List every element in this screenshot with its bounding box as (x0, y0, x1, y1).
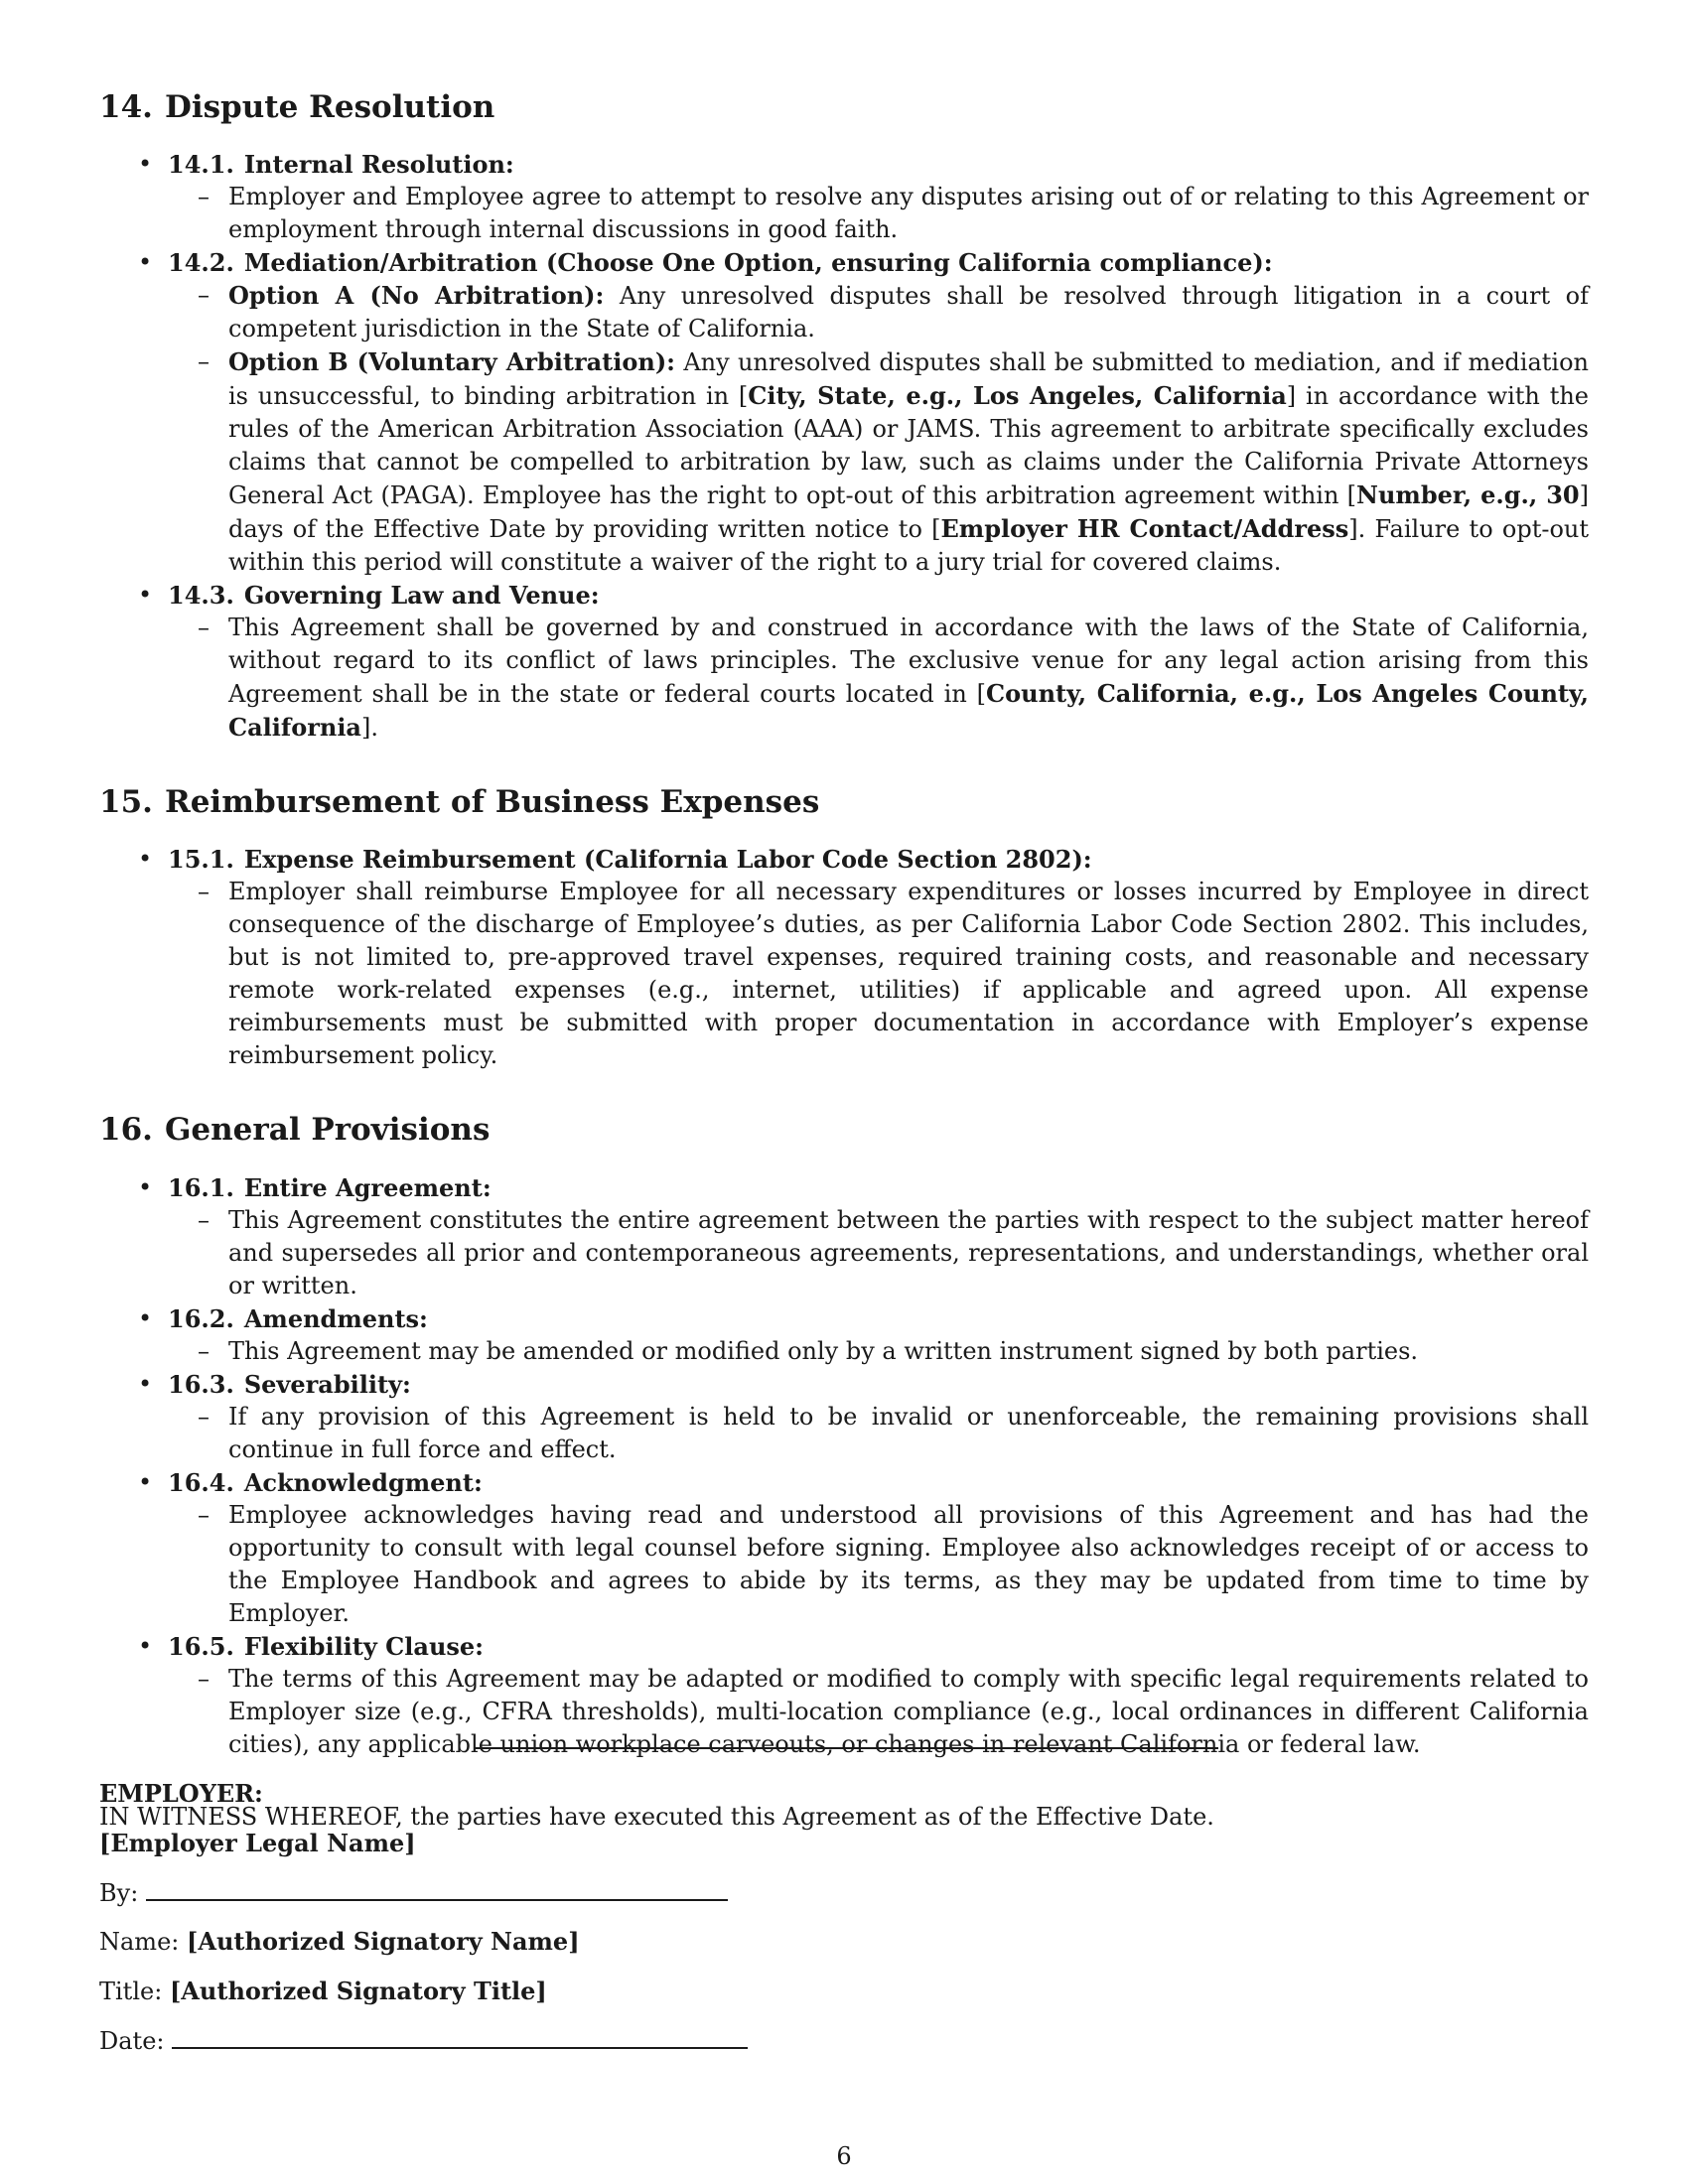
signature-date-row (99, 2023, 748, 2058)
clause-paragraph (168, 612, 1589, 745)
signature-by-row (99, 1875, 728, 1910)
clause-number: 16.4. (168, 1467, 234, 1497)
clause-number: 16.1. (168, 1172, 234, 1202)
employer-legal-name: [Employer Legal Name] (99, 1829, 416, 1857)
date-label: Date: (99, 2027, 165, 2055)
clause-item (99, 1171, 1589, 1302)
text-run: The terms of this Agreement may be adapted or modified to comply with specific legal requirements related to Employer size (e.g., CFRA thresholds), multi-location compliance (e.g., local ordinances in different California cities), any applicable union workplace carveouts, or changes in relevant California or federal law. (228, 1664, 1589, 1758)
clause-paragraph (168, 1335, 1589, 1368)
clause-number: 16.5. (168, 1631, 234, 1661)
clause-title: Internal Resolution: (243, 150, 514, 180)
clause-title: Mediation/Arbitration (Choose One Option, ensuring California compliance): (243, 248, 1273, 278)
clause-text-list (168, 1663, 1589, 1761)
text-run: Any unresolved disputes shall be submitted to mediation, and if mediation is unsuccessful, to binding arbitration in [ (228, 348, 1590, 411)
clause-paragraph (168, 1499, 1589, 1630)
section-heading (99, 784, 1589, 821)
clause-text-list (168, 876, 1589, 1072)
section (99, 89, 1589, 745)
clause-text-list (168, 279, 1589, 579)
text-run: Any unresolved disputes shall be resolved through litigation in a court of competent jurisdiction in the State of California. (228, 282, 1589, 343)
clause-text-list (168, 1204, 1589, 1302)
clause-paragraph (168, 1204, 1589, 1302)
section-title: Dispute Resolution (164, 89, 495, 125)
clause-paragraph (168, 876, 1589, 1072)
clause-heading (168, 1302, 1589, 1335)
clause-number: 14.2. (168, 248, 234, 278)
clause-title: Severability: (243, 1369, 411, 1399)
clause-paragraph (168, 345, 1589, 579)
bold-text: City, State, e.g., Los Angeles, California (748, 381, 1287, 411)
name-value: [Authorized Signatory Name] (187, 1927, 580, 1956)
title-label: Title: (99, 1978, 163, 2005)
text-run: ] in accordance with the rules of the American Arbitration Association (AAA) or JAMS. This agreement to arbitrate specifically excludes claims that cannot be compelled to arbitration by law, such as claims under the California Private Attorneys General Act (PAGA). Employee has the right to opt-out of this arbitration agreement within [ (228, 382, 1589, 510)
section-number: 16. (99, 1112, 153, 1149)
clause-heading (168, 1630, 1589, 1663)
section-heading (99, 1112, 1589, 1149)
clause-paragraph (168, 279, 1589, 345)
text-run: ] days of the Effective Date by providing written notice to [ (228, 481, 1590, 544)
sections-container (99, 89, 1589, 1761)
clause-heading (168, 579, 1589, 612)
by-signature-line (146, 1875, 728, 1901)
clause-heading (168, 1368, 1589, 1401)
text-run: If any provision of this Agreement is held to be invalid or unenforceable, the remaining provisions shall continue in full force and effect. (228, 1402, 1589, 1463)
document-body (99, 89, 1589, 1834)
section-number: 15. (99, 784, 153, 821)
clause-text-list (168, 181, 1589, 246)
clause-number: 15.1. (168, 845, 234, 875)
section (99, 784, 1589, 1072)
text-run: This Agreement shall be governed by and construed in accordance with the laws of the State of California, without regard to its conflict of laws principles. The exclusive venue for any legal action arising from this Agreement shall be in the state or federal courts located in [ (228, 614, 1589, 709)
signature-heading: EMPLOYER: (99, 1779, 263, 1808)
clause-title: Expense Reimbursement (California Labor Code Section 2802): (243, 845, 1092, 875)
name-label: Name: (99, 1928, 180, 1956)
text-run: This Agreement may be amended or modified only by a written instrument signed by both parties. (228, 1336, 1419, 1365)
clause-item (99, 1368, 1589, 1466)
clause-list (99, 148, 1589, 745)
signature-name-row (99, 1925, 580, 1959)
section-title: General Provisions (164, 1112, 491, 1149)
clause-title: Entire Agreement: (243, 1172, 492, 1202)
text-run: This Agreement constitutes the entire agreement between the parties with respect to the subject matter hereof and supersedes all prior and contemporaneous agreements, representations, and understandings, whether oral or written. (228, 1205, 1589, 1299)
clause-item (99, 579, 1589, 745)
witness-statement: IN WITNESS WHEREOF, the parties have executed this Agreement as of the Effective Date. (99, 1802, 1214, 1831)
clause-list (99, 843, 1589, 1072)
clause-paragraph (168, 1401, 1589, 1466)
clause-title: Amendments: (243, 1303, 428, 1333)
clause-item (99, 1630, 1589, 1761)
signature-divider-line (474, 1747, 1218, 1749)
clause-heading (168, 843, 1589, 876)
text-run: Employer and Employee agree to attempt to resolve any disputes arising out of or relating to this Agreement or employment through internal discussions in good faith. (228, 183, 1589, 244)
clause-item (99, 1302, 1589, 1368)
clause-heading (168, 246, 1589, 279)
title-value: [Authorized Signatory Title] (169, 1977, 547, 2005)
clause-paragraph (168, 1663, 1589, 1761)
bold-text: Employer HR Contact/Address (940, 514, 1349, 544)
text-run: Employer shall reimburse Employee for all necessary expenditures or losses incurred by Employee in direct consequence of the discharge of Employee’s duties, as per California Labor Code Section 2802. This includes, but is not limited to, pre-approved travel expenses, required training costs, and reasonable and necessary remote work-related expenses (e.g., internet, utilities) if applicable and agreed upon. All expense reimbursements must be submitted with proper documentation in accordance with Employer’s expense reimbursement policy. (228, 878, 1589, 1070)
clause-heading (168, 1171, 1589, 1204)
bold-text: County, California, e.g., Los Angeles County, California (228, 679, 1589, 743)
clause-list (99, 1171, 1589, 1761)
section-heading (99, 89, 1589, 126)
clause-text-list (168, 612, 1589, 745)
clause-number: 14.3. (168, 581, 234, 611)
clause-title: Acknowledgment: (243, 1467, 483, 1497)
section-number: 14. (99, 89, 153, 125)
section (99, 1112, 1589, 1760)
clause-item (99, 843, 1589, 1072)
clause-item (99, 1466, 1589, 1630)
clause-text-list (168, 1499, 1589, 1630)
text-run: ]. Failure to opt-out within this period will constitute a waiver of the right to a jury trial for covered claims. (228, 515, 1590, 577)
bold-text: Option A (No Arbitration): (228, 281, 605, 311)
clause-number: 16.2. (168, 1303, 234, 1333)
clause-item (99, 246, 1589, 579)
by-label: By: (99, 1879, 139, 1907)
section-title: Reimbursement of Business Expenses (164, 784, 820, 821)
bold-text: Number, e.g., 30 (1356, 480, 1580, 510)
clause-text-list (168, 1335, 1589, 1368)
clause-text-list (168, 1401, 1589, 1466)
clause-number: 16.3. (168, 1369, 234, 1399)
page-number: 6 (836, 2142, 852, 2170)
text-run: ]. (360, 714, 378, 743)
bold-text: Option B (Voluntary Arbitration): (228, 347, 676, 377)
clause-item (99, 148, 1589, 246)
text-run: Employee acknowledges having read and understood all provisions of this Agreement and has had the opportunity to consult with legal counsel before signing. Employee also acknowledges receipt of or access to the Employee Handbook and agrees to abide by its terms, as they may be updated from time to time by Employer. (228, 1500, 1589, 1627)
signature-title-row (99, 1975, 547, 2008)
date-signature-line (172, 2023, 748, 2049)
clause-title: Flexibility Clause: (243, 1631, 485, 1661)
clause-heading (168, 1466, 1589, 1499)
clause-number: 14.1. (168, 150, 234, 180)
clause-paragraph (168, 181, 1589, 246)
clause-heading (168, 148, 1589, 181)
clause-title: Governing Law and Venue: (243, 581, 600, 611)
